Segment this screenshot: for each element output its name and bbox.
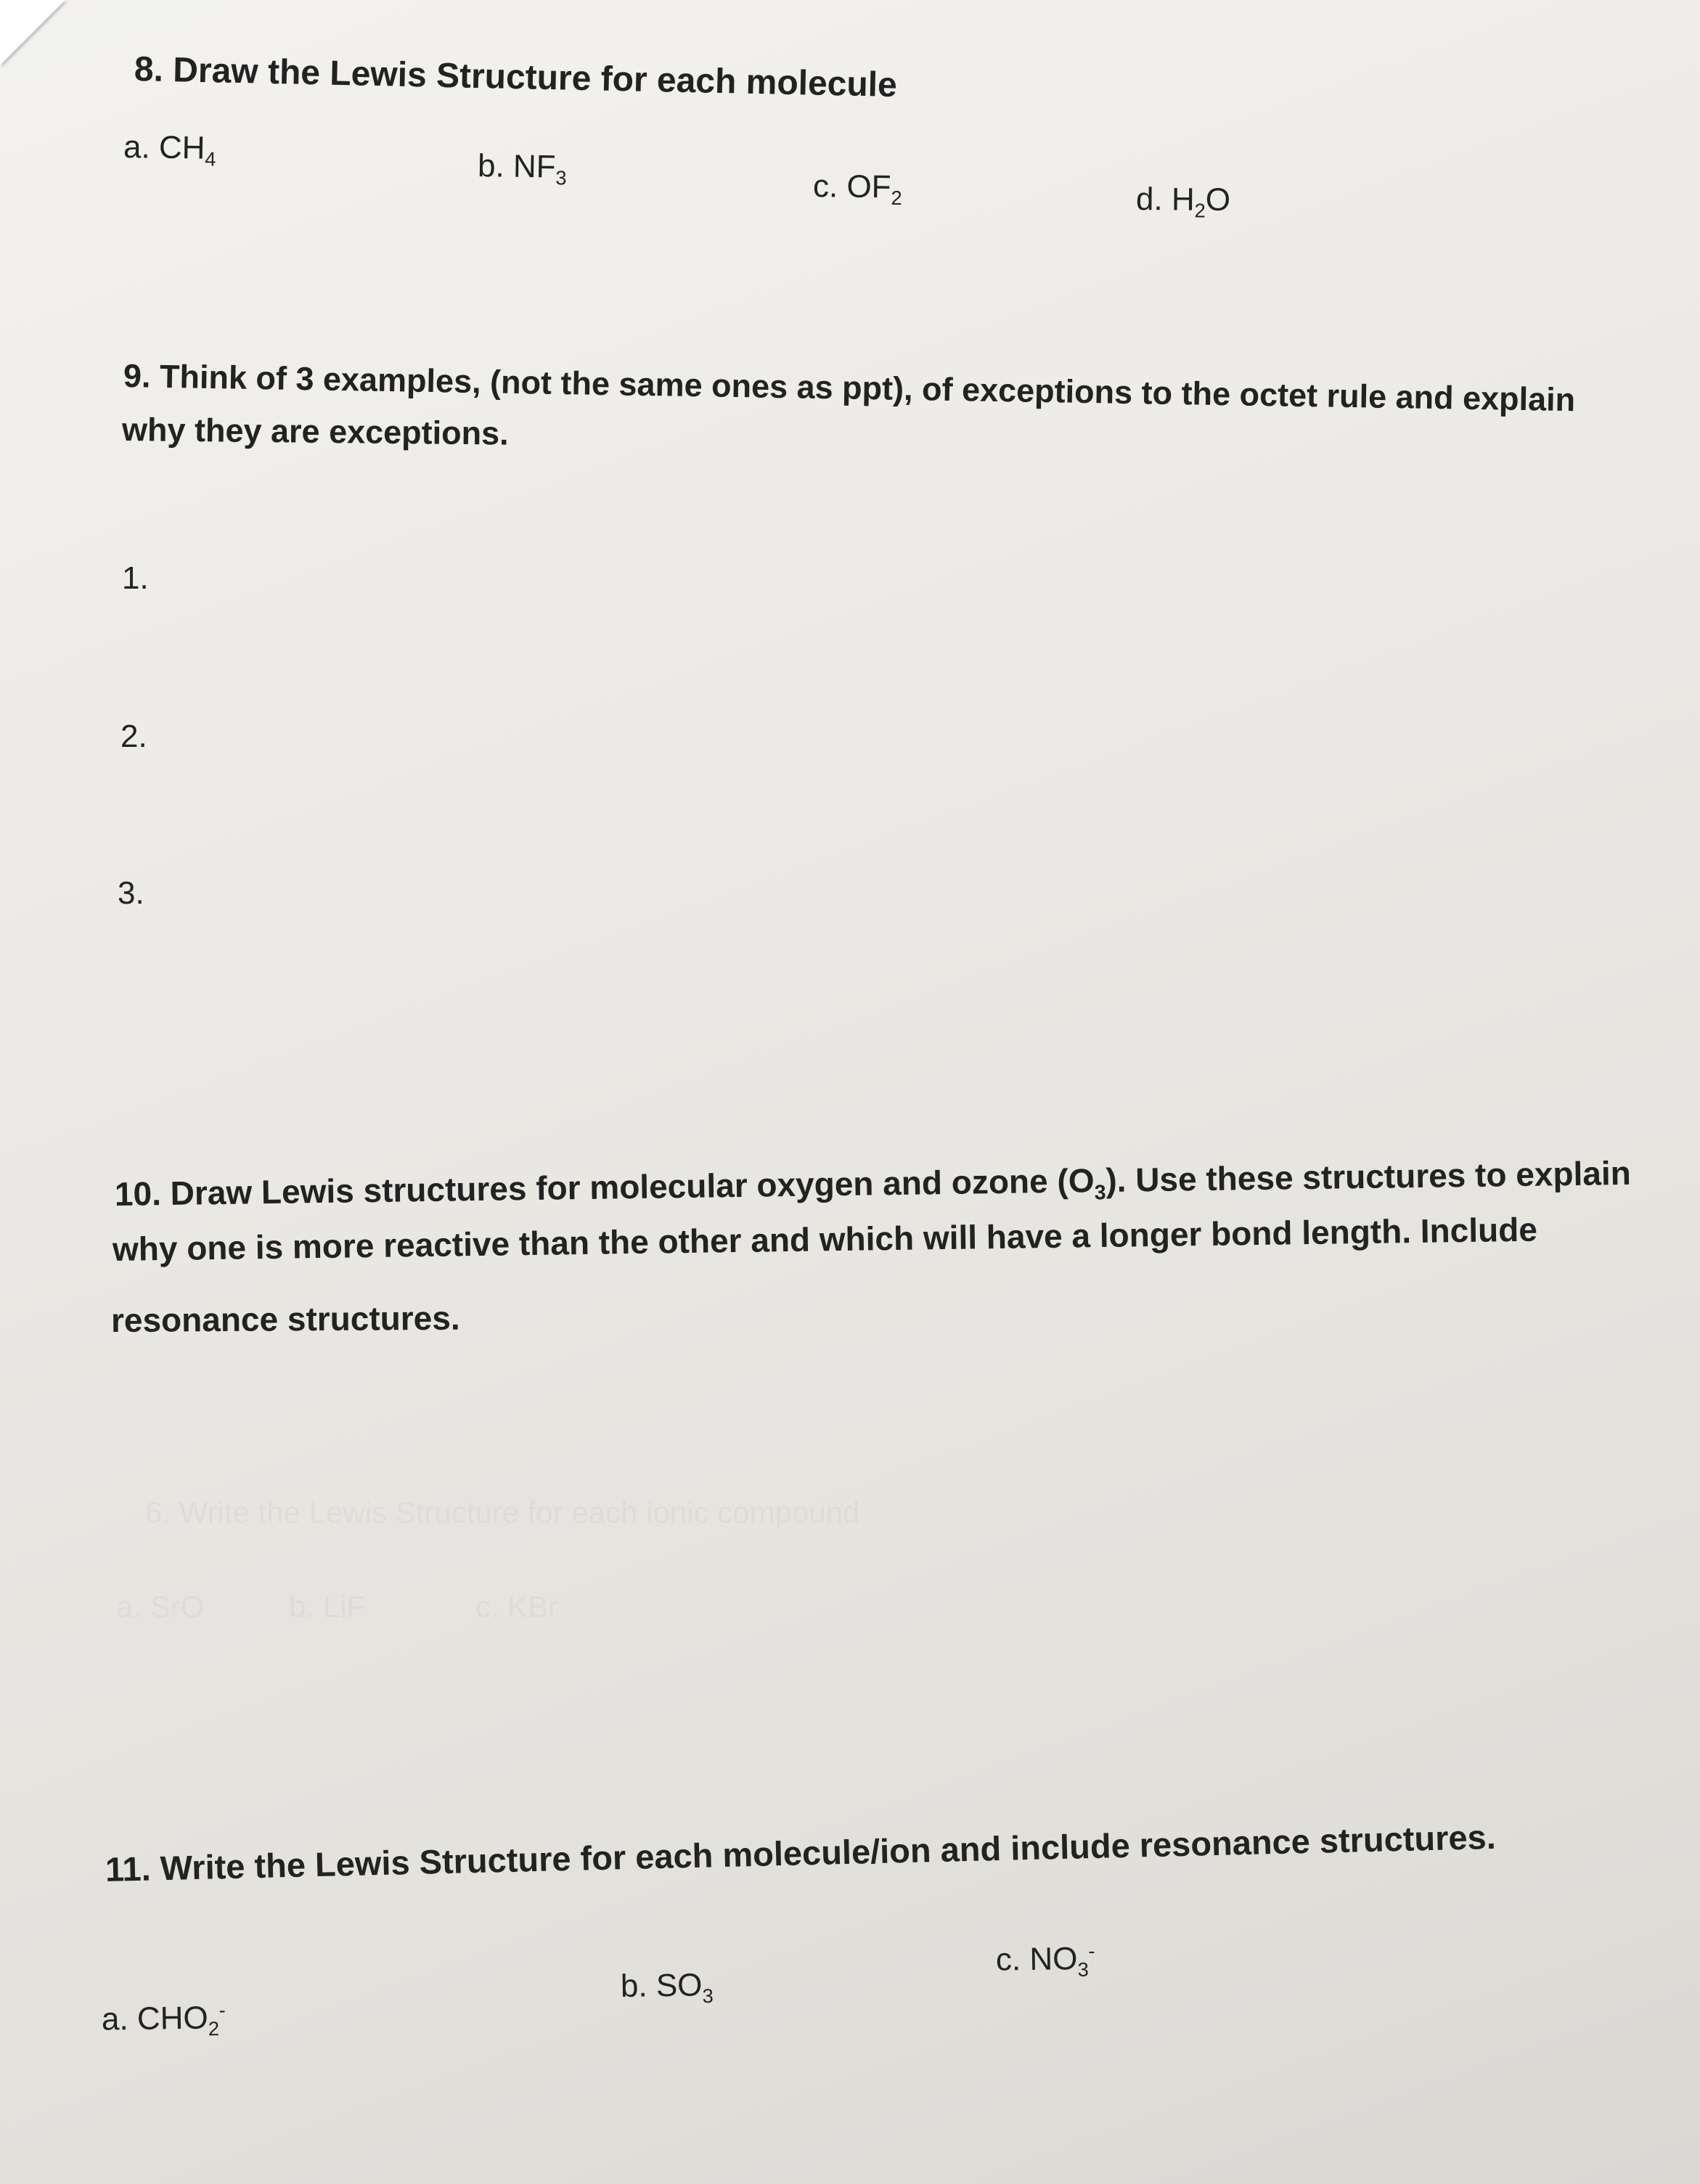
q8-item-d: d. $H_2O$	[1135, 181, 1231, 222]
q11-item-c: c. $NO_3^-$	[995, 1939, 1095, 1981]
question-9-line-1: 9. Think of 3 examples, (not the same ones as ppt), of exceptions to the octet rule and explain	[123, 357, 1576, 419]
bleed-through-text	[145, 1495, 859, 1530]
answer-blank-3: 3.	[118, 875, 144, 911]
q8-item-b: b. $NF_3$	[477, 148, 567, 189]
question-10-line-3: resonance structures.	[110, 1298, 460, 1339]
question-8-title: 8. Draw the Lewis Structure for each molecule	[134, 50, 898, 105]
q11-item-b: b. $SO_3$	[620, 1967, 714, 2008]
q8-item-c: c. $OF_2$	[812, 168, 902, 210]
q11-item-a: a. $CHO_2^-$	[101, 1998, 226, 2040]
folded-paper-corner	[0, 0, 65, 65]
question-10-line-2: why one is more reactive than the other and which will have a longer bond length. Include	[112, 1210, 1538, 1268]
question-11-title: 11. Write the Lewis Structure for each molecule/ion and include resonance structures.	[105, 1817, 1497, 1889]
question-9-line-2: why they are exceptions.	[121, 411, 509, 452]
question-10-line-1: 10. Draw Lewis structures for molecular oxygen and ozone $(O_3)$. Use these structures to explain	[114, 1153, 1632, 1213]
answer-blank-2: 2.	[120, 719, 147, 754]
bleed-through-text	[116, 1590, 558, 1624]
answer-blank-1: 1.	[122, 560, 149, 596]
q8-item-a: a. $CH_4$	[123, 129, 216, 171]
